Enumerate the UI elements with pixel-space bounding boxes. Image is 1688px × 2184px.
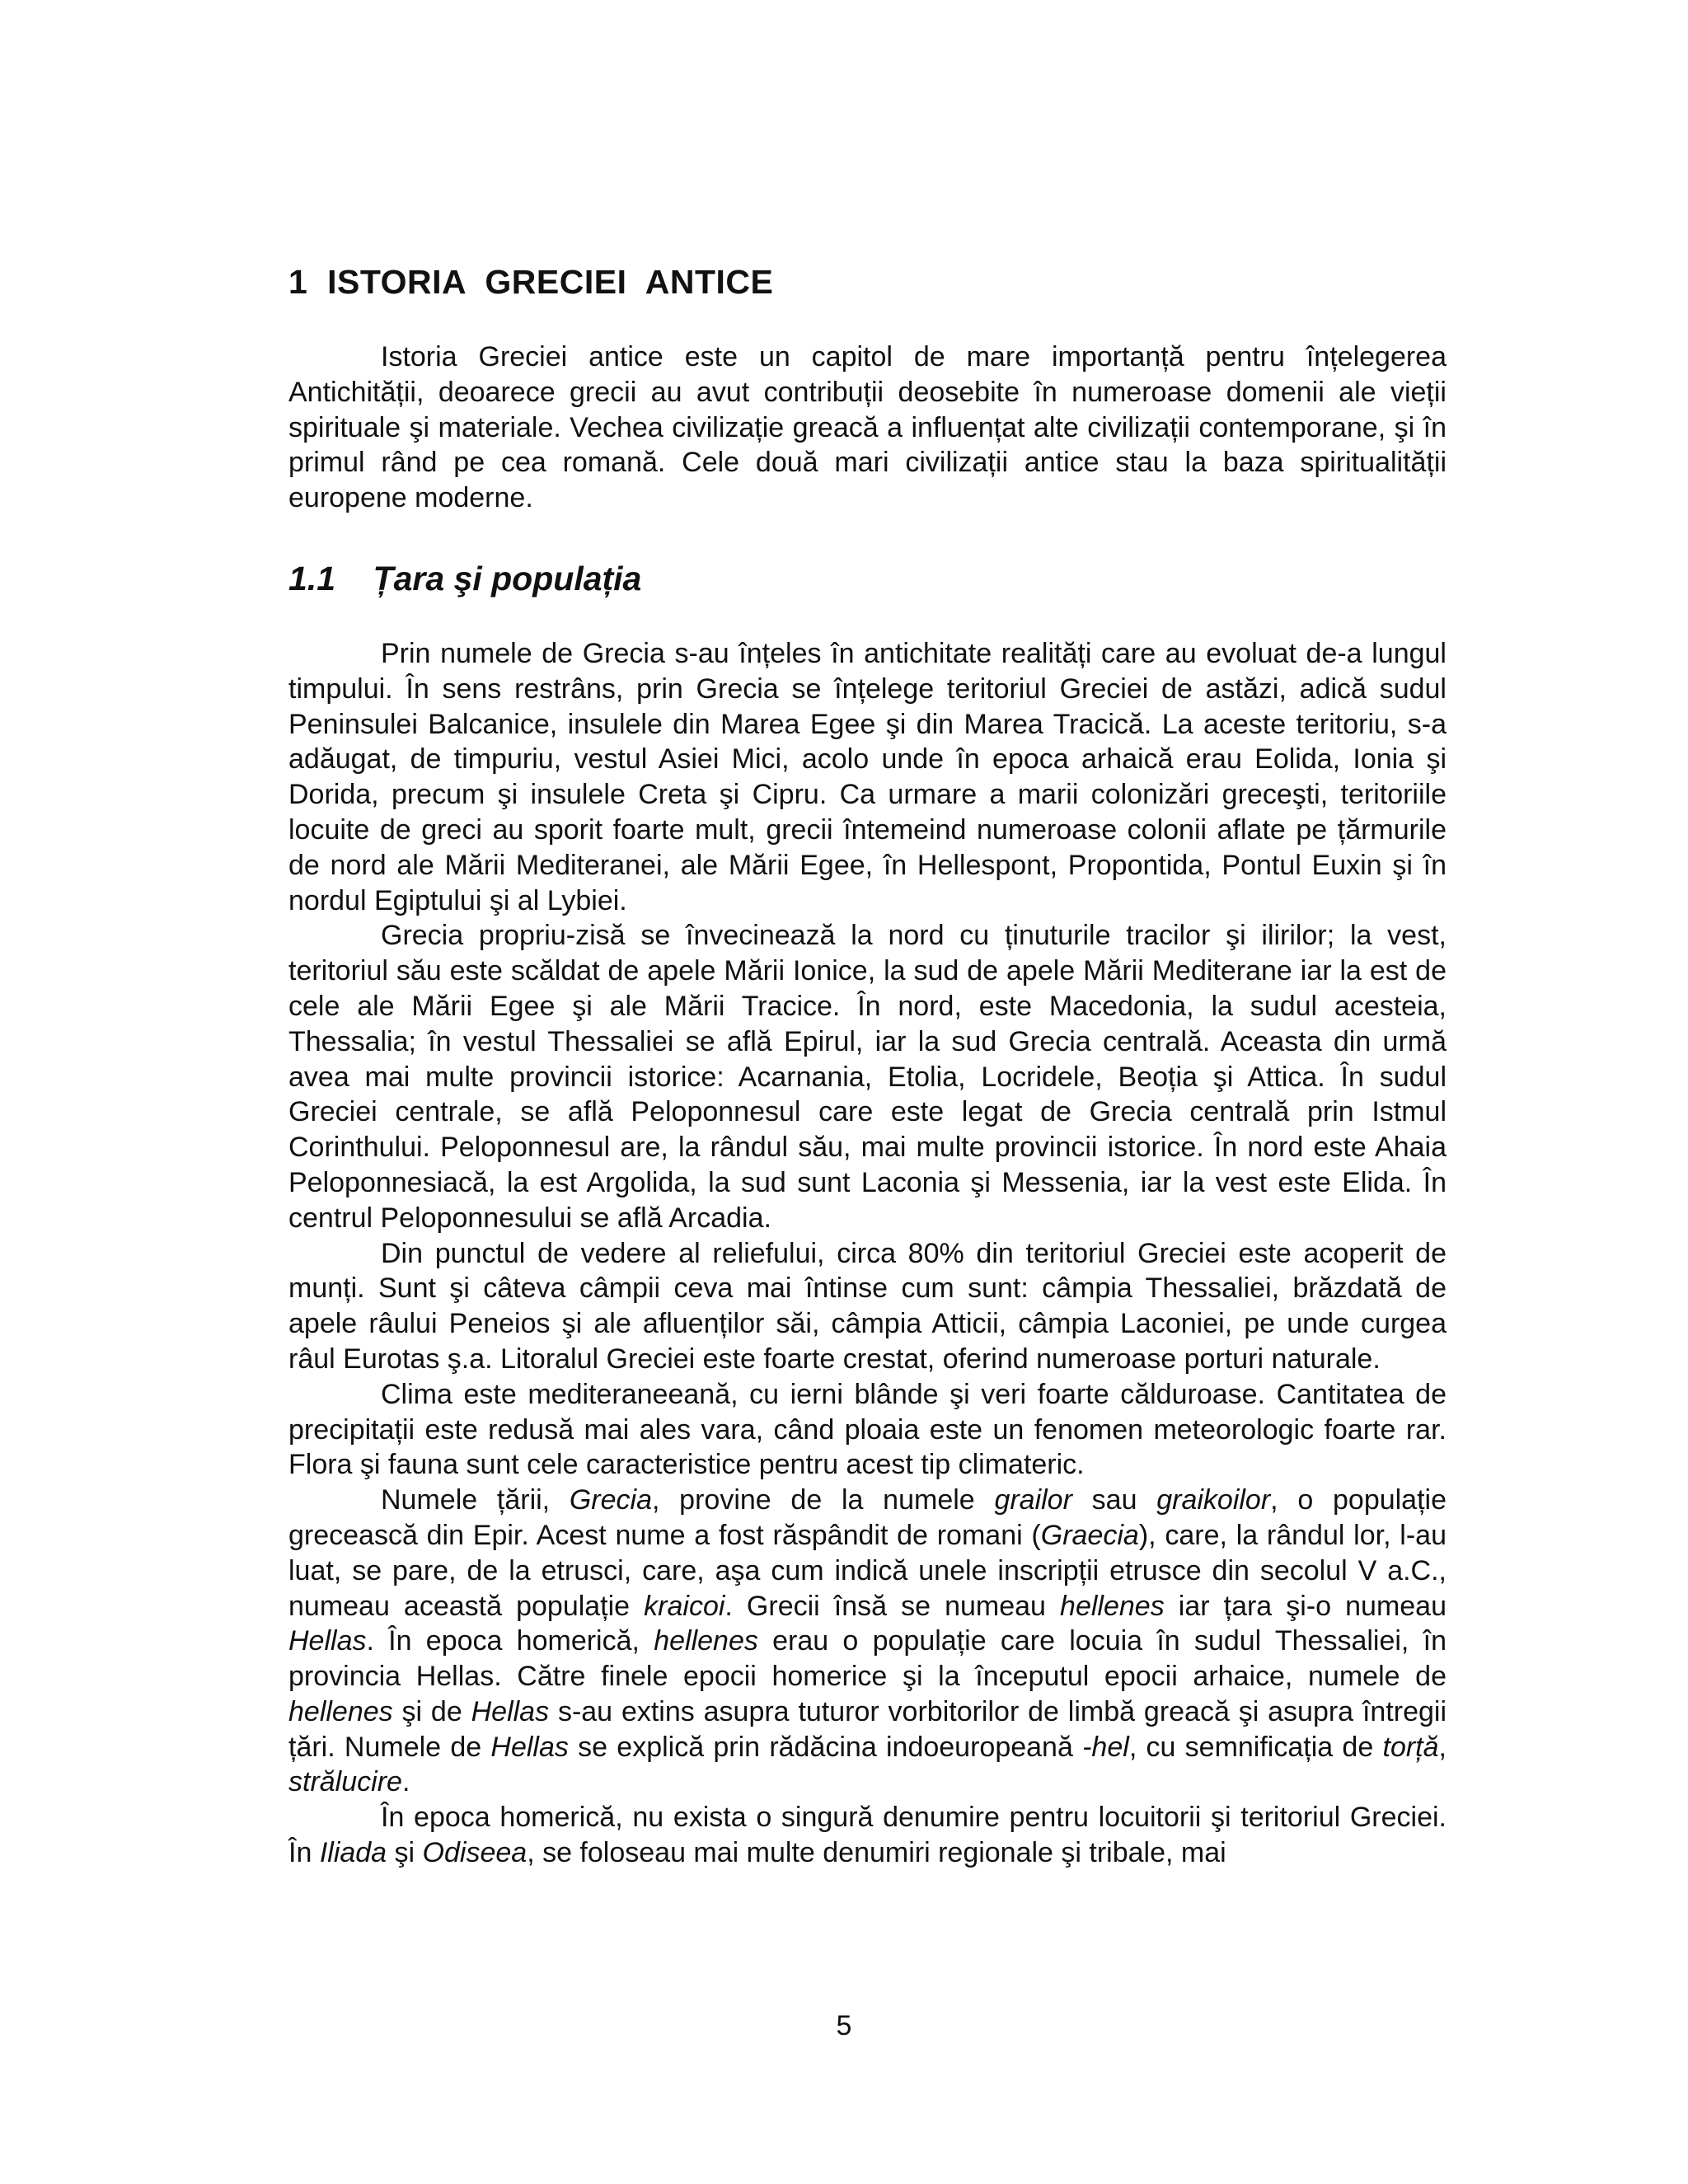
italic-term: Grecia: [569, 1484, 652, 1516]
italic-term: Hellas: [490, 1731, 569, 1763]
text-run: sau: [1071, 1484, 1157, 1516]
text-run: . Grecii însă se numeau: [724, 1590, 1061, 1622]
text-run: Numele țării,: [381, 1484, 570, 1516]
paragraph-4: Clima este mediteraneeană, cu ierni blânde şi veri foarte călduroase. Cantitatea de precipitații este redusă mai ales vara, când ploaia este un fenomen meteorologic foarte rar. Flora şi fauna sunt cele caracteristice pentru acest tip climateric.: [288, 1378, 1447, 1481]
text-run: , provine de la numele: [652, 1484, 995, 1516]
text-run: , cu semnificația de: [1128, 1731, 1383, 1763]
italic-term: hellenes: [1060, 1590, 1165, 1622]
intro-paragraph: Istoria Greciei antice este un capitol de mare importanță pentru înțelegerea Antichității, deoarece grecii au avut contribuții deosebite în numeroase domenii ale vieții spirituale şi materiale. Vechea civilizație greacă a influențat alte civilizații contemporane, şi în primul rând pe cea romană. Cele două mari civilizații antice stau la baza spiritualității europene moderne.: [288, 341, 1447, 514]
italic-term: graikoilor: [1156, 1484, 1271, 1516]
chapter-title: 1 ISTORIA GRECIEI ANTICE: [288, 263, 774, 301]
text-run: iar țara şi-o numeau: [1164, 1590, 1447, 1622]
italic-term: Iliada: [319, 1837, 387, 1869]
italic-term: hellenes: [654, 1625, 758, 1657]
paragraph-6: [288, 1800, 1447, 1871]
italic-term: kraicoi: [644, 1590, 725, 1622]
italic-term: Odiseea: [422, 1837, 528, 1869]
text-run: În epoca homerică, nu exista o singură denumire pentru locuitorii şi teritoriul Greciei. În: [288, 1802, 1447, 1869]
paragraph-2: Grecia propriu-zisă se învecinează la nord cu ținuturile tracilor şi ilirilor; la vest, teritoriul său este scăldat de apele Mării Ionice, la sud de apele Mării Mediterane iar la est de cele ale Mării Egee şi ale Mării Tracice. În nord, este Macedonia, la sudul acesteia, Thessalia; în vestul Thessaliei se află Epirul, iar la sud Grecia centrală. Aceasta din urmă avea mai multe provincii istorice: Acarnania, Etolia, Locridele, Beoția şi Attica. În sudul Greciei centrale, se află Peloponnesul care este legat de Grecia centrală prin Istmul Corinthului. Peloponnesul are, la rândul său, mai multe provincii istorice. În nord este Ahaia Peloponnesiacă, la est Argolida, la sud sunt Laconia şi Messenia, iar la vest este Elida. În centrul Peloponnesului se află Arcadia.: [288, 920, 1447, 1234]
italic-term: Hellas: [471, 1695, 550, 1727]
paragraph-5: [288, 1483, 1447, 1800]
paragraph-1: Prin numele de Grecia s-au înțeles în antichitate realități care au evoluat de-a lungul timpului. În sens restrâns, prin Grecia se înțelege teritoriul Greciei de astăzi, adică sudul Peninsulei Balcanice, insulele din Marea Egee şi din Marea Tracică. La aceste teritoriu, s-a adăugat, de timpuriu, vestul Asiei Mici, acolo unde în epoca arhaică erau Eolida, Ionia şi Dorida, precum şi insulele Creta şi Cipru. Ca urmare a marii colonizări greceşti, teritoriile locuite de greci au sporit foarte mult, grecii întemeind numeroase colonii aflate pe țărmurile de nord ale Mării Mediteranei, ale Mării Egee, în Hellespont, Propontida, Pontul Euxin şi în nordul Egiptului şi al Lybiei.: [288, 637, 1447, 916]
text-run: şi de: [392, 1695, 471, 1727]
text-run: .: [401, 1766, 410, 1798]
italic-term: torță: [1382, 1731, 1439, 1763]
section-title: 1.1 Țara şi populația: [288, 559, 642, 598]
page-content: [288, 260, 1447, 1871]
text-run: , o populație grecească din Epir. Acest nume a fost răspândit de romani (: [288, 1484, 1447, 1551]
text-run: se explică prin rădăcina indoeuropeană: [568, 1731, 1083, 1763]
italic-term: Graecia: [1040, 1519, 1139, 1551]
italic-term: strălucire: [288, 1766, 402, 1798]
text-run: s-au extins asupra tuturor vorbitorilor de limbă greacă şi asupra întregii țări. Numele de: [288, 1695, 1447, 1763]
page-number: 5: [836, 2010, 852, 2041]
italic-term: -hel: [1082, 1731, 1129, 1763]
italic-term: hellenes: [288, 1695, 393, 1727]
text-run: erau o populație care locuia în sudul Thessaliei, în provincia Hellas. Către finele epocii homerice şi la începutul epocii arhaice, numele de: [288, 1625, 1447, 1693]
text-run: . În epoca homerică,: [366, 1625, 654, 1657]
text-run: şi: [387, 1837, 423, 1869]
text-run: , se foloseau mai multe denumiri regionale şi tribale, mai: [527, 1837, 1226, 1869]
text-run: ), care, la rândul lor, l-au luat, se pare, de la etrusci, care, aşa cum indică unele inscripții etrusce din secolul V a.C., numeau această populație: [288, 1519, 1447, 1622]
paragraph-3: Din punctul de vedere al reliefului, circa 80% din teritoriul Greciei este acoperit de munți. Sunt şi câteva câmpii ceva mai întinse cum sunt: câmpia Thessaliei, brăzdată de apele râului Peneios şi ale afluenților săi, câmpia Atticii, câmpia Laconiei, pe unde curgea râul Eurotas ş.a. Litoralul Greciei este foarte crestat, oferind numeroase porturi naturale.: [288, 1237, 1447, 1375]
italic-term: grailor: [994, 1484, 1072, 1516]
italic-term: Hellas: [288, 1625, 367, 1657]
text-run: ,: [1438, 1731, 1447, 1763]
